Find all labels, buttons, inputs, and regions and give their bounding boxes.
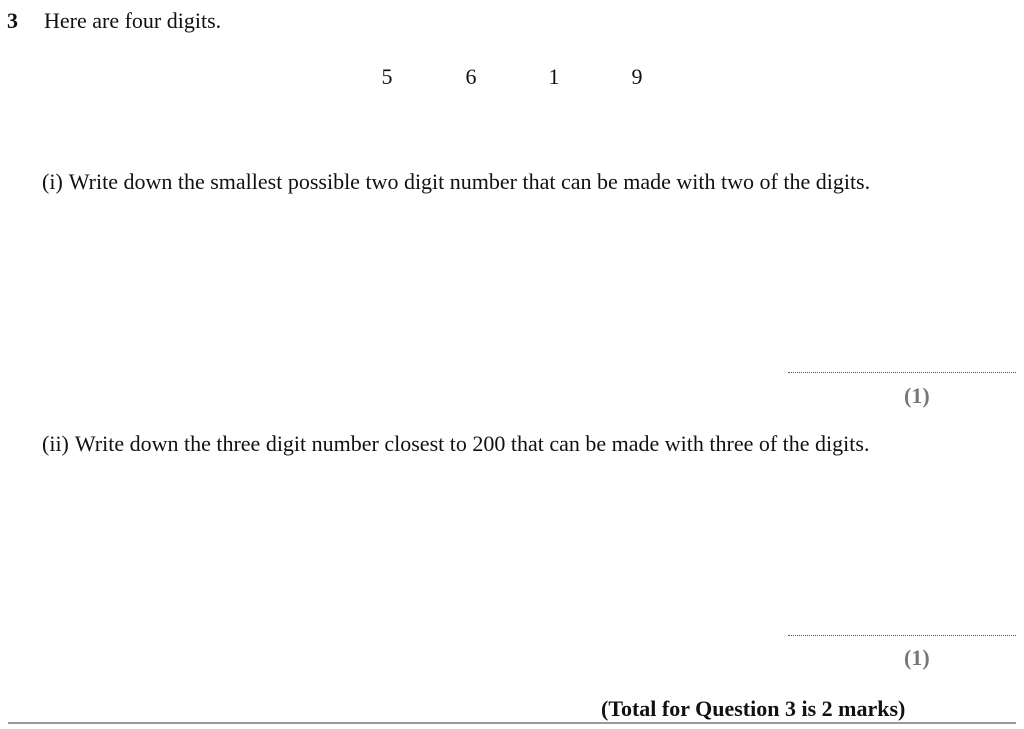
bottom-divider bbox=[8, 722, 1016, 724]
part-ii-label: (ii) bbox=[42, 431, 69, 456]
question-number: 3 bbox=[7, 8, 18, 33]
question-total: (Total for Question 3 is 2 marks) bbox=[601, 696, 906, 721]
part-ii-answer-line[interactable] bbox=[788, 635, 1016, 636]
part-i-label: (i) bbox=[42, 169, 63, 194]
part-i bbox=[42, 169, 870, 195]
part-i-text: Write down the smallest possible two digit number that can be made with two of the digits. bbox=[68, 169, 871, 194]
digit-2: 6 bbox=[465, 64, 477, 89]
question-intro: Here are four digits. bbox=[44, 8, 222, 33]
part-ii bbox=[42, 431, 869, 457]
part-ii-marks: (1) bbox=[904, 645, 930, 670]
part-i-marks: (1) bbox=[904, 383, 930, 408]
part-i-answer-line[interactable] bbox=[788, 372, 1016, 373]
digit-4: 9 bbox=[631, 64, 643, 89]
digit-3: 1 bbox=[548, 64, 560, 89]
digit-1: 5 bbox=[381, 64, 393, 89]
part-ii-text: Write down the three digit number closest to 200 that can be made with three of the digits. bbox=[74, 431, 870, 456]
